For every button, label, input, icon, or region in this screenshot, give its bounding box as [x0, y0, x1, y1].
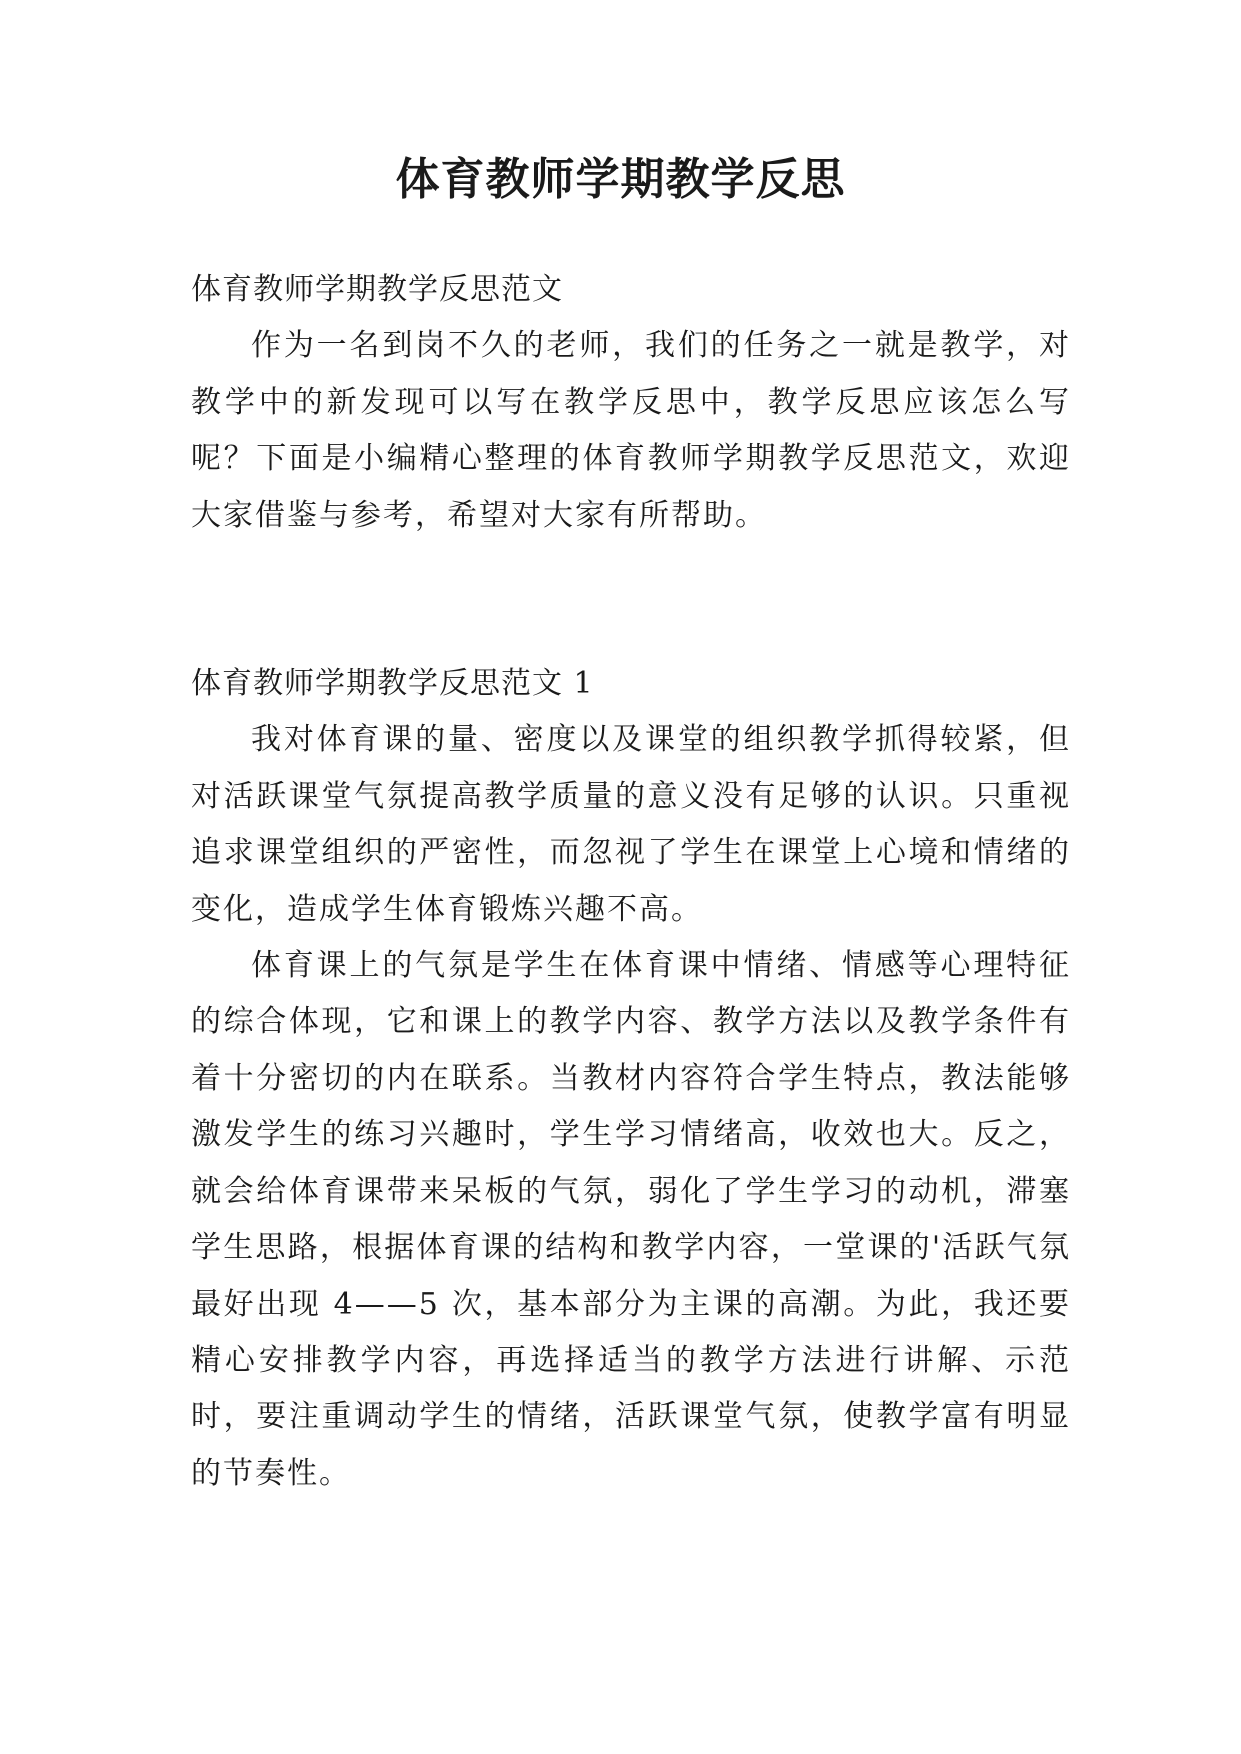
document-body	[191, 262, 1071, 1502]
intro-section	[191, 262, 1071, 544]
paragraph: 作为一名到岗不久的老师，我们的任务之一就是教学，对教学中的新发现可以写在教学反思中，教学反思应该怎么写呢？下面是小编精心整理的体育教师学期教学反思范文，欢迎大家借鉴与参考，希望对大家有所帮助。	[191, 328, 1071, 533]
document-title: 体育教师学期教学反思	[395, 154, 846, 205]
section-heading: 体育教师学期教学反思范文 1	[191, 666, 594, 702]
paragraph: 体育课上的气氛是学生在体育课中情绪、情感等心理特征的综合体现，它和课上的教学内容、教学方法以及教学条件有着十分密切的内在联系。当教材内容符合学生特点，教法能够激发学生的练习兴趣时，学生学习情绪高，收效也大。反之，就会给体育课带来呆板的气氛，弱化了学生学习的动机，滞塞学生思路，根据体育课的结构和教学内容，一堂课的'活跃气氛最好出现 4——5 次，基本部分为主课的高潮。为此，我还要精心安排教学内容，再选择适当的教学方法进行讲解、示范时，要注重调动学生的情绪，活跃课堂气氛，使教学富有明显的节奏性。	[191, 948, 1071, 1491]
section-spacer	[191, 544, 1071, 656]
paragraph: 我对体育课的量、密度以及课堂的组织教学抓得较紧，但对活跃课堂气氛提高教学质量的意义没有足够的认识。只重视追求课堂组织的严密性，而忽视了学生在课堂上心境和情绪的变化，造成学生体育锻炼兴趣不高。	[191, 722, 1071, 927]
sample-section-1	[191, 656, 1071, 1502]
section-heading: 体育教师学期教学反思范文	[191, 272, 563, 307]
